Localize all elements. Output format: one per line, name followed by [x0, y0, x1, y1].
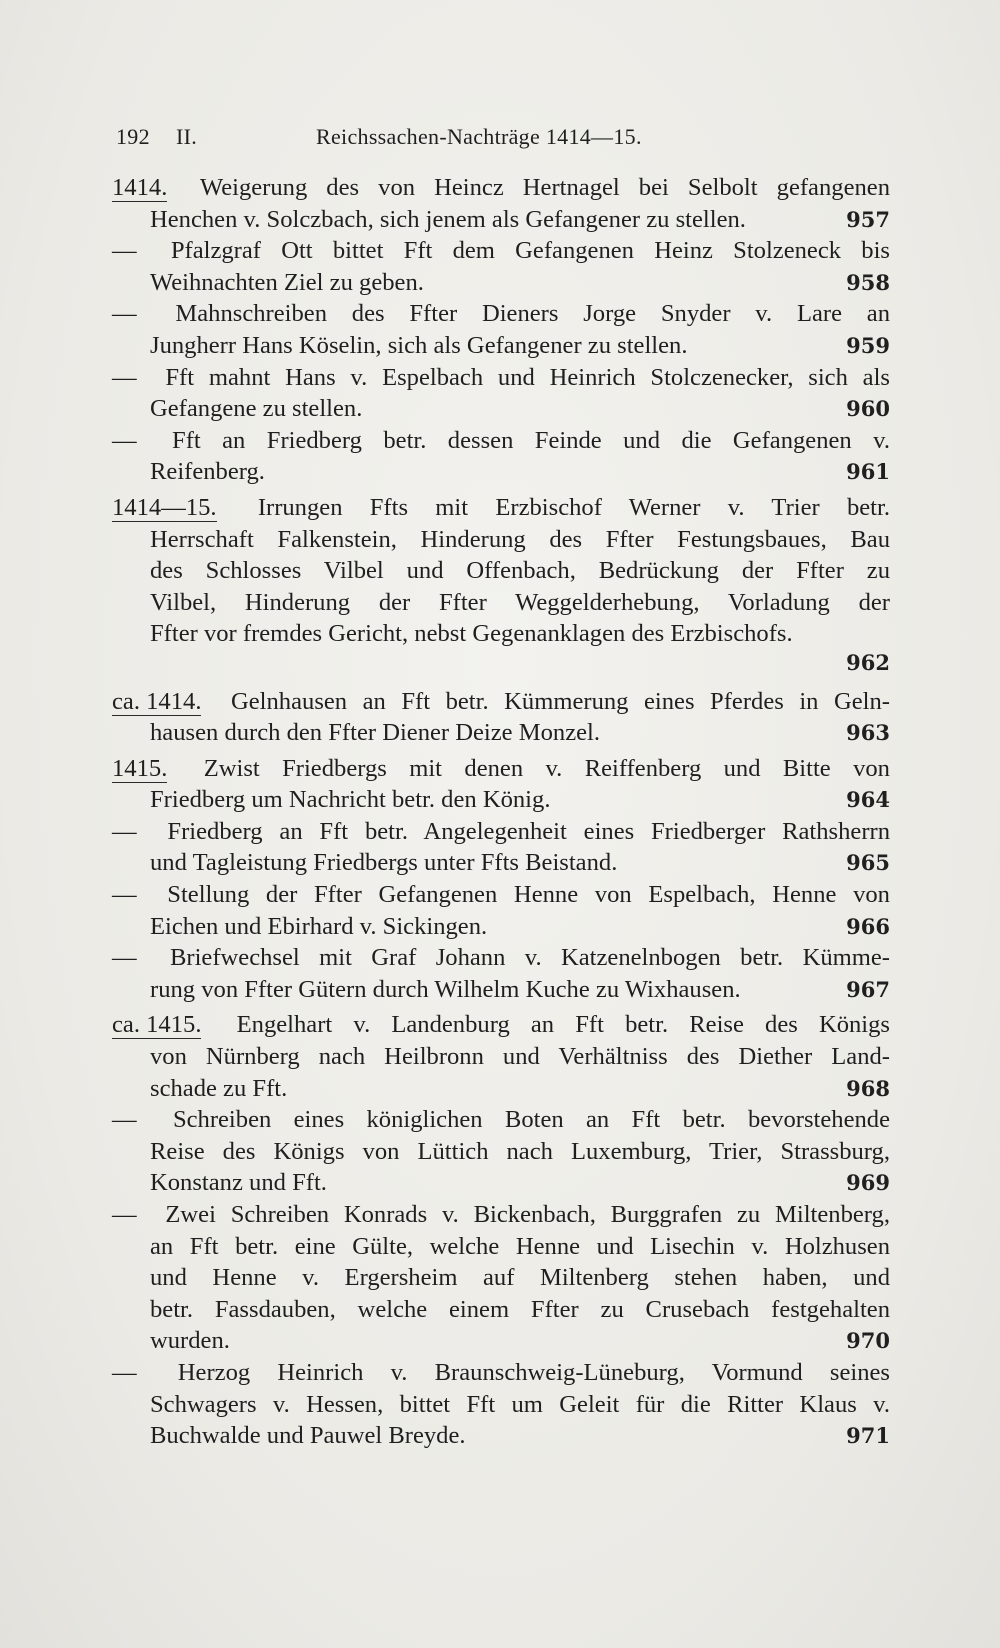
- entry-text: Mahnschreiben des Ffter Dieners Jorge Snyder v. Lare an: [175, 300, 890, 328]
- regest-entry: [112, 816, 890, 879]
- entry-line: [112, 456, 890, 488]
- entry-number: 970: [846, 1328, 890, 1354]
- entry-line: [112, 1041, 890, 1073]
- entry-text: betr. Fassdauben, welche einem Ffter zu Crusebach festgehalten: [150, 1295, 890, 1323]
- entry-dash: —: [112, 237, 137, 265]
- entry-text: Eichen und Ebirhard v. Sickingen.: [150, 912, 488, 940]
- entry-text: Schwagers v. Hessen, bittet Fft um Geleit für die Ritter Klaus v.: [150, 1390, 890, 1418]
- entry-dash: —: [112, 944, 137, 972]
- entry-line: [112, 717, 890, 749]
- entry-line: [112, 1420, 890, 1452]
- entry-text: Zwist Friedbergs mit denen v. Reiffenberg und Bitte von: [203, 754, 890, 782]
- entry-text: Konstanz und Fft.: [150, 1169, 327, 1197]
- entry-text: Fft mahnt Hans v. Espelbach und Heinrich Stolczenecker, sich als: [165, 363, 890, 391]
- entry-list: [112, 172, 890, 1452]
- entry-dash: —: [112, 363, 137, 391]
- entry-line: [112, 235, 890, 267]
- entry-dash: —: [112, 1201, 137, 1228]
- entry-text: Jungherr Hans Köselin, sich als Gefangener zu stellen.: [150, 331, 688, 359]
- entry-line: [112, 1073, 890, 1105]
- entry-line: [112, 1294, 890, 1326]
- entry-line: [112, 393, 890, 425]
- entry-dash: —: [112, 300, 137, 328]
- entry-line: [112, 204, 890, 236]
- entry-number: 963: [846, 720, 890, 746]
- entry-text: rung von Ffter Gütern durch Wilhelm Kuche zu Wixhausen.: [150, 975, 741, 1003]
- entry-number: 964: [846, 787, 890, 813]
- entry-line: [112, 555, 890, 587]
- entry-line: [112, 847, 890, 879]
- entry-line: [112, 267, 890, 299]
- regest-entry: [112, 362, 890, 425]
- page-number: 192: [116, 124, 150, 149]
- entry-number: 961: [846, 459, 890, 485]
- entry-text: Stellung der Ffter Gefangenen Henne von Espelbach, Henne von: [167, 881, 890, 909]
- entry-text: Herrschaft Falkenstein, Hinderung des Ffter Festungsbaues, Bau: [150, 525, 890, 553]
- entry-text: Weihnachten Ziel zu geben.: [150, 268, 424, 296]
- entry-text: Herzog Heinrich v. Braunschweig-Lüneburg, Vormund seines: [177, 1358, 890, 1386]
- entry-line: [112, 492, 890, 524]
- regest-entry: [112, 1104, 890, 1199]
- entry-line: [112, 298, 890, 330]
- entry-line: [112, 911, 890, 943]
- entry-text: hausen durch den Ffter Diener Deize Monzel.: [150, 719, 601, 747]
- entry-line: [112, 1199, 890, 1231]
- regest-entry: [112, 879, 890, 942]
- entry-line: [112, 1136, 890, 1168]
- regest-entry: [112, 1009, 890, 1104]
- entry-text: Fft an Friedberg betr. dessen Feinde und die Gefangenen v.: [172, 426, 890, 454]
- entry-line: [112, 330, 890, 362]
- entry-dash: —: [112, 881, 137, 909]
- entry-date: ca. 1415.: [112, 1011, 202, 1039]
- part-number: II.: [176, 124, 198, 149]
- regest-entry: [112, 1357, 890, 1452]
- regest-entry: [112, 172, 890, 235]
- entry-line: [112, 1104, 890, 1136]
- entry-line: [112, 425, 890, 457]
- entry-date: 1414.: [112, 174, 168, 201]
- entry-number: 962: [846, 649, 890, 675]
- entry-number: 965: [846, 850, 890, 876]
- entry-line: [112, 618, 890, 650]
- entry-text: Friedberg an Fft betr. Angelegenheit eines Friedberger Rathsherrn: [167, 817, 890, 845]
- entry-number: 957: [846, 206, 890, 232]
- entry-text: Schreiben eines königlichen Boten an Fft betr. bevorstehende: [172, 1106, 890, 1134]
- entry-text: Gelnhausen an Fft betr. Kümmerung eines Pferdes in Geln-: [231, 687, 890, 715]
- regest-entry: [112, 492, 890, 682]
- entry-text: Henchen v. Solczbach, sich jenem als Gefangener zu stellen.: [150, 205, 746, 233]
- entry-text: Gefangene zu stellen.: [150, 395, 363, 423]
- entry-line: [112, 1009, 890, 1041]
- entry-text: Vilbel, Hinderung der Ffter Weggelderhebung, Vorladung der: [150, 588, 890, 616]
- entry-line: [112, 1325, 890, 1357]
- entry-line: [112, 879, 890, 911]
- entry-line: [112, 1167, 890, 1199]
- entry-text: Ffter vor fremdes Gericht, nebst Gegenanklagen des Erzbischofs.: [150, 620, 793, 648]
- entry-text: Reise des Königs von Lüttich nach Luxemburg, Trier, Strassburg,: [150, 1137, 890, 1165]
- entry-dash: —: [112, 426, 137, 454]
- entry-text: Zwei Schreiben Konrads v. Bickenbach, Burggrafen zu Miltenberg,: [165, 1201, 890, 1228]
- regest-entry: [112, 298, 890, 361]
- entry-text: Buchwalde und Pauwel Breyde.: [150, 1422, 466, 1450]
- entry-text: Weigerung des von Heincz Hertnagel bei Selbolt gefangenen: [199, 174, 890, 201]
- entry-line: [112, 1231, 890, 1263]
- entry-line: [112, 1357, 890, 1389]
- entry-number: 967: [846, 976, 890, 1002]
- entry-dash: —: [112, 1106, 137, 1134]
- entry-number: 969: [846, 1170, 890, 1196]
- entry-number: 958: [846, 269, 890, 295]
- regest-entry: [112, 1199, 890, 1357]
- entry-text: Reifenberg.: [150, 458, 265, 486]
- entry-line: [112, 1262, 890, 1294]
- entry-line: [112, 753, 890, 785]
- entry-line: [112, 587, 890, 619]
- entry-dash: —: [112, 1358, 137, 1386]
- entry-text: wurden.: [150, 1327, 230, 1355]
- entry-number: 960: [846, 396, 890, 422]
- entry-text: Pfalzgraf Ott bittet Fft dem Gefangenen Heinz Stolzeneck bis: [170, 237, 891, 265]
- entry-text: Irrungen Ffts mit Erzbischof Werner v. Trier betr.: [257, 493, 890, 521]
- entry-text: und Tagleistung Friedbergs unter Ffts Beistand.: [150, 849, 618, 877]
- entry-text: schade zu Fft.: [150, 1074, 288, 1102]
- entry-line: [112, 172, 890, 204]
- entry-date: ca. 1414.: [112, 687, 202, 715]
- entry-line: [112, 784, 890, 816]
- entry-number: 968: [846, 1075, 890, 1101]
- entry-line: [112, 524, 890, 556]
- entry-number-line: [112, 650, 890, 682]
- entry-text: von Nürnberg nach Heilbronn und Verhältniss des Diether Land-: [150, 1043, 890, 1071]
- running-title: Reichssachen-Nachträge 1414—15.: [316, 124, 642, 149]
- entry-line: [112, 942, 890, 974]
- regest-entry: [112, 753, 890, 816]
- entry-text: und Henne v. Ergersheim auf Miltenberg stehen haben, und: [150, 1264, 890, 1292]
- entry-date: 1414—15.: [112, 493, 217, 521]
- page-header: [116, 118, 896, 154]
- entry-dash: —: [112, 817, 137, 845]
- regest-entry: [112, 942, 890, 1005]
- entry-line: [112, 362, 890, 394]
- entry-text: Friedberg um Nachricht betr. den König.: [150, 786, 551, 814]
- entry-text: Engelhart v. Landenburg an Fft betr. Reise des Königs: [236, 1011, 891, 1039]
- entry-line: [112, 974, 890, 1006]
- entry-number: 971: [846, 1423, 890, 1449]
- entry-date: 1415.: [112, 754, 168, 782]
- entry-line: [112, 816, 890, 848]
- entry-number: 966: [846, 913, 890, 939]
- regest-entry: [112, 686, 890, 749]
- entry-text: des Schlosses Vilbel und Offenbach, Bedrückung der Ffter zu: [150, 557, 890, 585]
- regest-entry: [112, 425, 890, 488]
- entry-text: an Fft betr. eine Gülte, welche Henne und Lisechin v. Holzhusen: [150, 1232, 890, 1260]
- entry-line: [112, 1389, 890, 1421]
- regest-entry: [112, 235, 890, 298]
- entry-number: 959: [846, 332, 890, 358]
- entry-text: Briefwechsel mit Graf Johann v. Katzenelnbogen betr. Kümme-: [169, 944, 890, 972]
- entry-line: [112, 686, 890, 718]
